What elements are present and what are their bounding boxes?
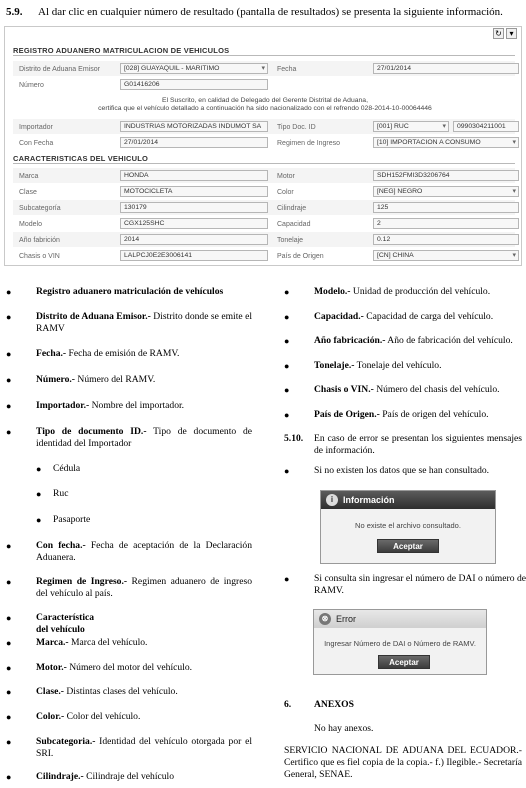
color-select[interactable]: [NEG] NEGRO ▾ bbox=[373, 186, 519, 197]
error-icon: ⊗ bbox=[319, 613, 331, 625]
divider bbox=[13, 163, 515, 164]
dialog-message: No existe el archivo consultado. bbox=[355, 521, 461, 530]
section-text: Al dar clic en cualquier número de resultado (pantalla de resultados) se presenta la siguiente información. bbox=[38, 6, 503, 18]
label-modelo: Modelo bbox=[19, 221, 42, 228]
form-title: REGISTRO ADUANERO MATRICULACION DE VEHICULOS bbox=[13, 46, 230, 55]
label-clase: Clase bbox=[19, 189, 37, 196]
chasis-field[interactable]: LALPCJ0E2E3006141 bbox=[120, 250, 268, 261]
error-dialog bbox=[313, 609, 487, 675]
modelo-field[interactable]: CGX125SHC bbox=[120, 218, 268, 229]
label-fecha: Fecha bbox=[277, 66, 297, 73]
divider bbox=[13, 55, 515, 56]
label-importador: Importador bbox=[19, 124, 53, 131]
cilindraje-field[interactable]: 125 bbox=[373, 202, 519, 213]
chevron-down-icon[interactable]: ▾ bbox=[506, 28, 517, 39]
label-subcategoria: Subcategoría bbox=[19, 205, 61, 212]
label-capacidad: Capacidad bbox=[277, 221, 311, 228]
dialog-title: Información bbox=[343, 495, 395, 505]
label-anio: Año fabrición bbox=[19, 237, 60, 244]
label-regimen: Regimen de Ingreso bbox=[277, 140, 341, 147]
dialog-title-bar bbox=[321, 491, 495, 509]
distrito-select[interactable]: [028] GUAYAQUIL - MARITIMO ▾ bbox=[120, 63, 268, 74]
dialog-message: Ingresar Número de DAI o Número de RAMV. bbox=[324, 639, 476, 648]
marca-field[interactable]: HONDA bbox=[120, 170, 268, 181]
tonelaje-field[interactable]: 0.12 bbox=[373, 234, 519, 245]
capacidad-field[interactable]: 2 bbox=[373, 218, 519, 229]
info-icon: i bbox=[326, 494, 338, 506]
label-motor: Motor bbox=[277, 173, 295, 180]
subcategoria-field[interactable]: 130179 bbox=[120, 202, 268, 213]
refresh-icon[interactable]: ↻ bbox=[493, 28, 504, 39]
accept-button[interactable]: Aceptar bbox=[377, 539, 439, 553]
ruc-field[interactable]: 0990304211001 bbox=[453, 121, 519, 132]
regimen-select[interactable]: [10] IMPORTACION A CONSUMO ▾ bbox=[373, 137, 519, 148]
label-cilindraje: Cilindraje bbox=[277, 205, 307, 212]
form-toolbar bbox=[493, 28, 517, 39]
label-con-fecha: Con Fecha bbox=[19, 140, 54, 147]
pais-select[interactable]: [CN] CHINA ▾ bbox=[373, 250, 519, 261]
fecha-field[interactable]: 27/01/2014 bbox=[373, 63, 519, 74]
label-tipo-doc: Tipo Doc. ID bbox=[277, 124, 316, 131]
label-color: Color bbox=[277, 189, 294, 196]
tipo-doc-select[interactable]: [001] RUC ▾ bbox=[373, 121, 449, 132]
motor-field[interactable]: SDH152FMI3D3206764 bbox=[373, 170, 519, 181]
anio-field[interactable]: 2014 bbox=[120, 234, 268, 245]
con-fecha-field[interactable]: 27/01/2014 bbox=[120, 137, 268, 148]
importador-field[interactable]: INDUSTRIAS MOTORIZADAS INDUMOT SA bbox=[120, 121, 268, 132]
clase-field[interactable]: MOTOCICLETA bbox=[120, 186, 268, 197]
label-pais: País de Origen bbox=[277, 253, 324, 260]
label-tonelaje: Tonelaje bbox=[277, 237, 304, 244]
section-number: 5.9. bbox=[6, 6, 23, 18]
no-anexos-text: No hay anexos. bbox=[314, 723, 374, 734]
cert-line-1: El Suscrito, en calidad de Delegado del Gerente Distrital de Aduana, bbox=[162, 97, 368, 104]
dialog-title-bar bbox=[314, 610, 486, 628]
vehicle-section-title: CARACTERISTICAS DEL VEHICULO bbox=[13, 154, 149, 163]
label-marca: Marca bbox=[19, 173, 39, 180]
section-heading bbox=[6, 6, 503, 18]
accept-button[interactable]: Aceptar bbox=[378, 655, 430, 669]
label-numero: Número bbox=[19, 82, 44, 89]
numero-field[interactable]: G01416206 bbox=[120, 79, 268, 90]
dialog-title: Error bbox=[336, 614, 356, 624]
ramv-form-screenshot bbox=[4, 26, 522, 266]
cert-line-2: certifica que el vehículo detallado a continuación ha sido nacionalizado con el refrendo 028-2014-10-00064446 bbox=[98, 105, 432, 112]
footer-certification: SERVICIO NACIONAL DE ADUANA DEL ECUADOR.- Certifico que es fiel copia de la copia.- f.) Ilegible.- Secretaría General, SENAE. bbox=[284, 745, 522, 780]
info-dialog bbox=[320, 490, 496, 564]
label-chasis: Chasis o VIN bbox=[19, 253, 60, 260]
label-distrito: Distrito de Aduana Emisor bbox=[19, 66, 100, 73]
